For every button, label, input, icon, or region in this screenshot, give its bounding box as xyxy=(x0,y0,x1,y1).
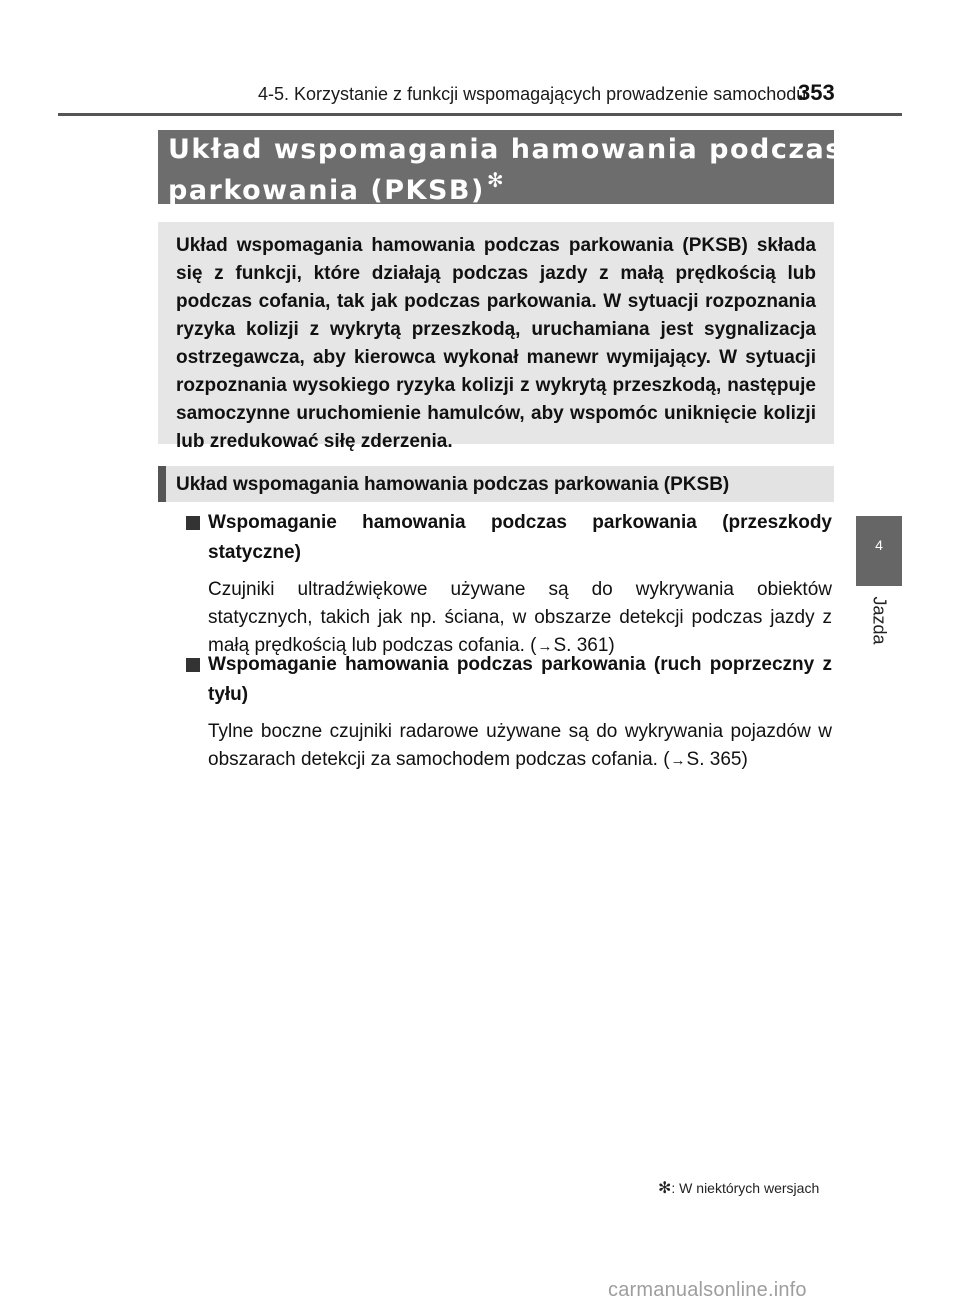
page-title-box xyxy=(158,130,843,206)
section-header xyxy=(158,466,834,502)
item-body-text: Tylne boczne czujniki radarowe używane są do wykrywania pojazdów w obszarach detekcji za samochodem podczas cofania. ( xyxy=(208,721,832,770)
intro-text: Układ wspomagania hamowania podczas parkowania (PKSB) składa się z funkcji, które działają podczas jazdy z małą prędkością lub podczas cofania, tak jak podczas parkowania. W sytuacji rozpoznania ryzyka kolizji z wykrytą przeszkodą, uruchamiana jest sygnalizacja ostrzegawcza, aby kierowca wykonał manewr wymijający. W sytuacji rozpoznania wysokiego ryzyka kolizji z wykrytą przeszkodą, następuje samoczynne uruchomienie hamulców, aby wspomóc uniknięcie kolizji lub zredukować siłę zderzenia. xyxy=(176,235,816,452)
list-item xyxy=(186,508,832,661)
chapter-tab[interactable]: 4 xyxy=(856,516,902,586)
page-title-line-1: Układ wspomagania hamowania podczas xyxy=(168,134,843,165)
footnote-text: : W niektórych wersjach xyxy=(671,1180,820,1196)
list-item xyxy=(186,650,832,775)
running-header: 4-5. Korzystanie z funkcji wspomagających prowadzenie samochodu xyxy=(258,84,807,104)
page-reference-link[interactable]: S. 365) xyxy=(686,749,748,770)
chapter-label-text: Jazda xyxy=(869,595,890,645)
item-heading-text: Wspomaganie hamowania podczas parkowania (przeszkody statyczne) xyxy=(208,512,832,563)
asterisk-icon: ✻ xyxy=(486,168,506,192)
page-number: 353 xyxy=(798,80,835,105)
arrow-right-icon: → xyxy=(537,638,553,655)
page-reference-link[interactable]: S. 361) xyxy=(553,635,615,656)
chapter-label xyxy=(852,580,906,660)
square-bullet-icon xyxy=(186,658,200,672)
page-title-line-2 xyxy=(168,168,505,206)
item-body xyxy=(186,718,832,775)
asterisk-icon: ✻ xyxy=(658,1180,672,1197)
page-title-text: parkowania (PKSB) xyxy=(168,175,485,206)
item-body-text: Czujniki ultradźwiękowe używane są do wykrywania obiektów statycznych, takich jak np. ściana, w obszarze detekcji podczas jazdy z małą prędkością lub podczas cofania. ( xyxy=(208,579,832,656)
arrow-right-icon: → xyxy=(670,752,686,769)
watermark: carmanualsonline.info xyxy=(608,1279,807,1301)
section-title: Układ wspomagania hamowania podczas parkowania (PKSB) xyxy=(176,474,730,495)
intro-box xyxy=(158,222,834,452)
item-heading-text: Wspomaganie hamowania podczas parkowania (ruch poprzeczny z tyłu) xyxy=(208,654,832,705)
footnote xyxy=(658,1178,838,1198)
square-bullet-icon xyxy=(186,516,200,530)
header-divider xyxy=(58,113,902,116)
item-body xyxy=(186,576,832,661)
section-accent-bar xyxy=(158,466,166,502)
item-heading xyxy=(186,650,832,710)
item-heading xyxy=(186,508,832,568)
